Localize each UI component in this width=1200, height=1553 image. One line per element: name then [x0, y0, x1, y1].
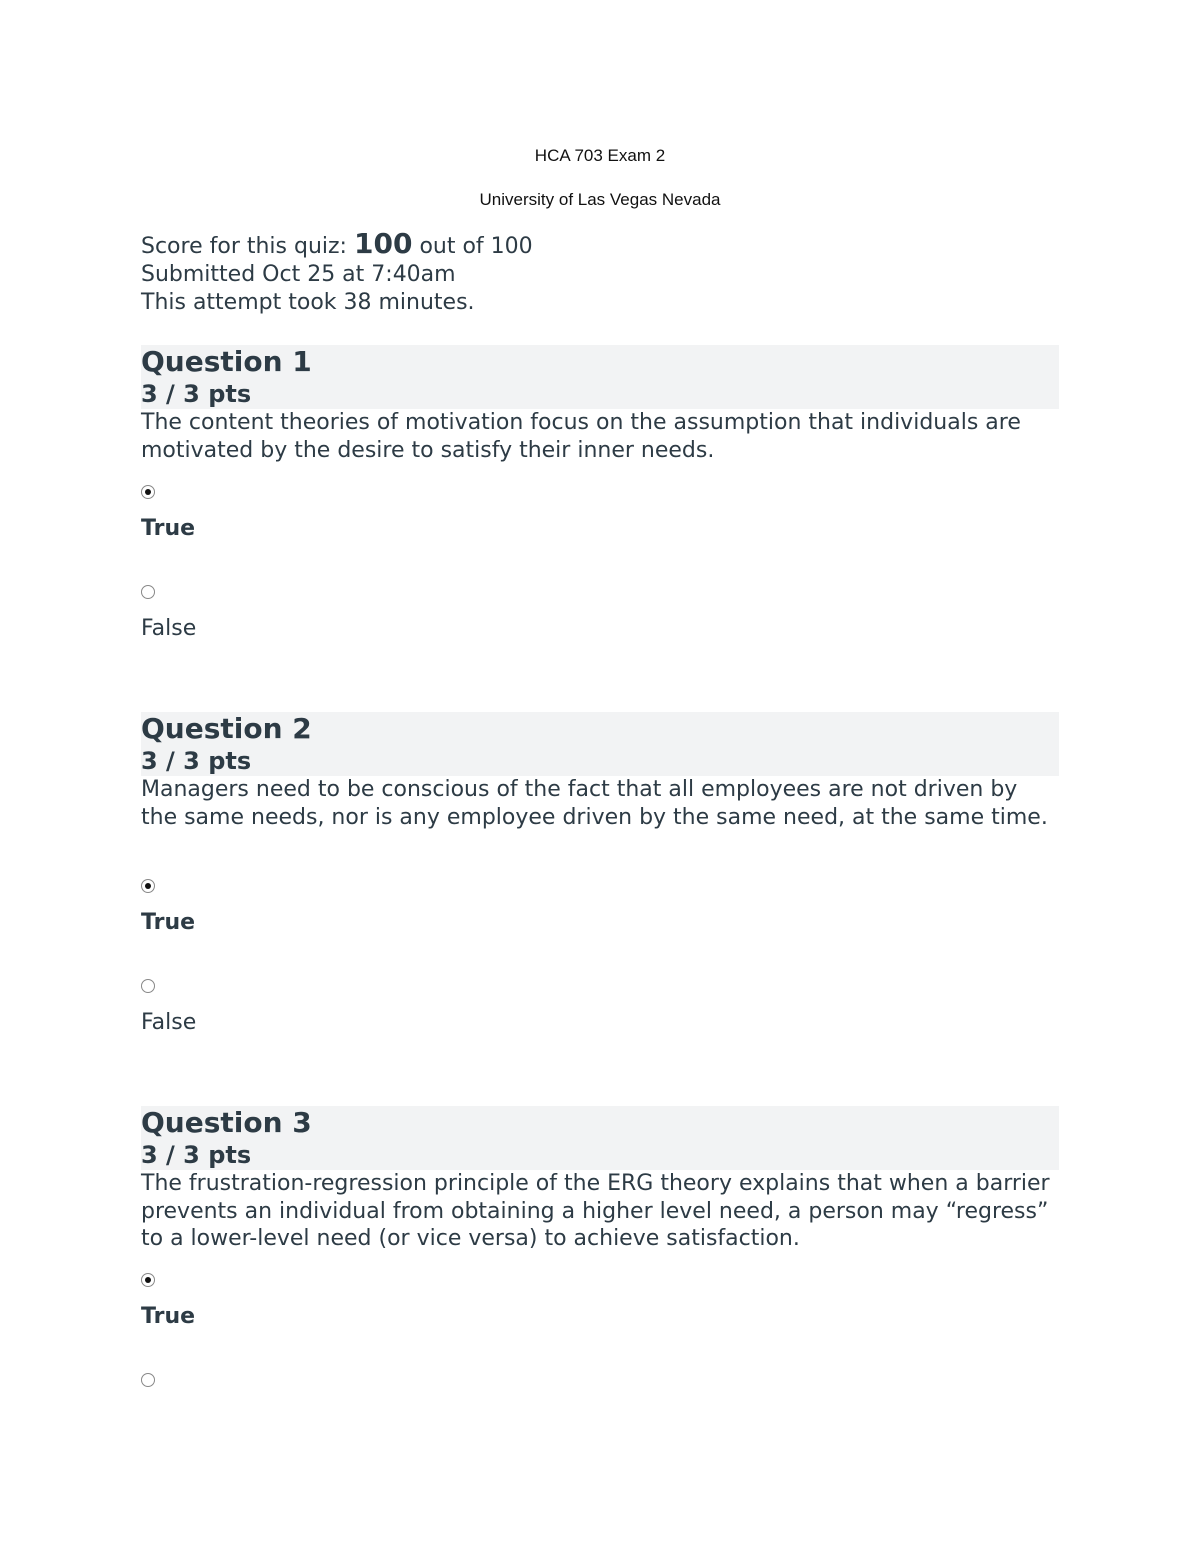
question-title: Question 3	[141, 1106, 312, 1139]
answer-option-false[interactable]	[141, 585, 196, 643]
radio-unselected-icon[interactable]	[141, 1373, 155, 1387]
answer-option-true[interactable]	[141, 879, 195, 937]
answer-option-true[interactable]	[141, 485, 195, 543]
radio-selected-icon[interactable]	[141, 485, 155, 499]
question-1	[141, 345, 1059, 641]
question-text: The content theories of motivation focus on the assumption that individuals are motivated by the desire to satisfy their inner needs.	[141, 410, 1021, 463]
answer-label: False	[141, 1010, 197, 1035]
document-title: HCA 703 Exam 2	[534, 146, 666, 165]
answer-option-false[interactable]	[141, 1373, 155, 1403]
score-prefix: Score for this quiz:	[141, 234, 347, 259]
question-points: 3 / 3 pts	[141, 747, 252, 775]
submitted-line: Submitted Oct 25 at 7:40am	[141, 262, 456, 287]
answer-label: False	[141, 616, 197, 641]
question-title: Question 2	[141, 712, 312, 745]
question-points: 3 / 3 pts	[141, 380, 252, 408]
question-points: 3 / 3 pts	[141, 1141, 252, 1169]
question-text: Managers need to be conscious of the fact that all employees are not driven by the same needs, nor is any employee driven by the same need, at the same time.	[141, 777, 1048, 830]
question-header	[141, 712, 1059, 776]
answer-option-true[interactable]	[141, 1273, 195, 1331]
question-3	[141, 1106, 1059, 1329]
radio-unselected-icon[interactable]	[141, 585, 155, 599]
question-text: The frustration-regression principle of the ERG theory explains that when a barrier prevents an individual from obtaining a higher level need, a person may “regress” to a lower-level need (or vice versa) to achieve satisfaction.	[141, 1171, 1050, 1251]
answer-label: True	[141, 1304, 196, 1329]
score-line	[141, 227, 533, 261]
question-header	[141, 1106, 1059, 1170]
score-value: 100	[353, 227, 413, 260]
quiz-summary	[141, 227, 533, 317]
question-title: Question 1	[141, 345, 312, 378]
answer-option-false[interactable]	[141, 979, 196, 1037]
document-subtitle: University of Las Vegas Nevada	[479, 190, 721, 209]
question-header	[141, 345, 1059, 409]
radio-selected-icon[interactable]	[141, 1273, 155, 1287]
radio-selected-icon[interactable]	[141, 879, 155, 893]
radio-unselected-icon[interactable]	[141, 979, 155, 993]
question-2	[141, 712, 1059, 1035]
answer-label: True	[141, 910, 196, 935]
answer-label: True	[141, 516, 196, 541]
duration-line: This attempt took 38 minutes.	[141, 290, 475, 315]
score-suffix: out of 100	[419, 234, 533, 259]
